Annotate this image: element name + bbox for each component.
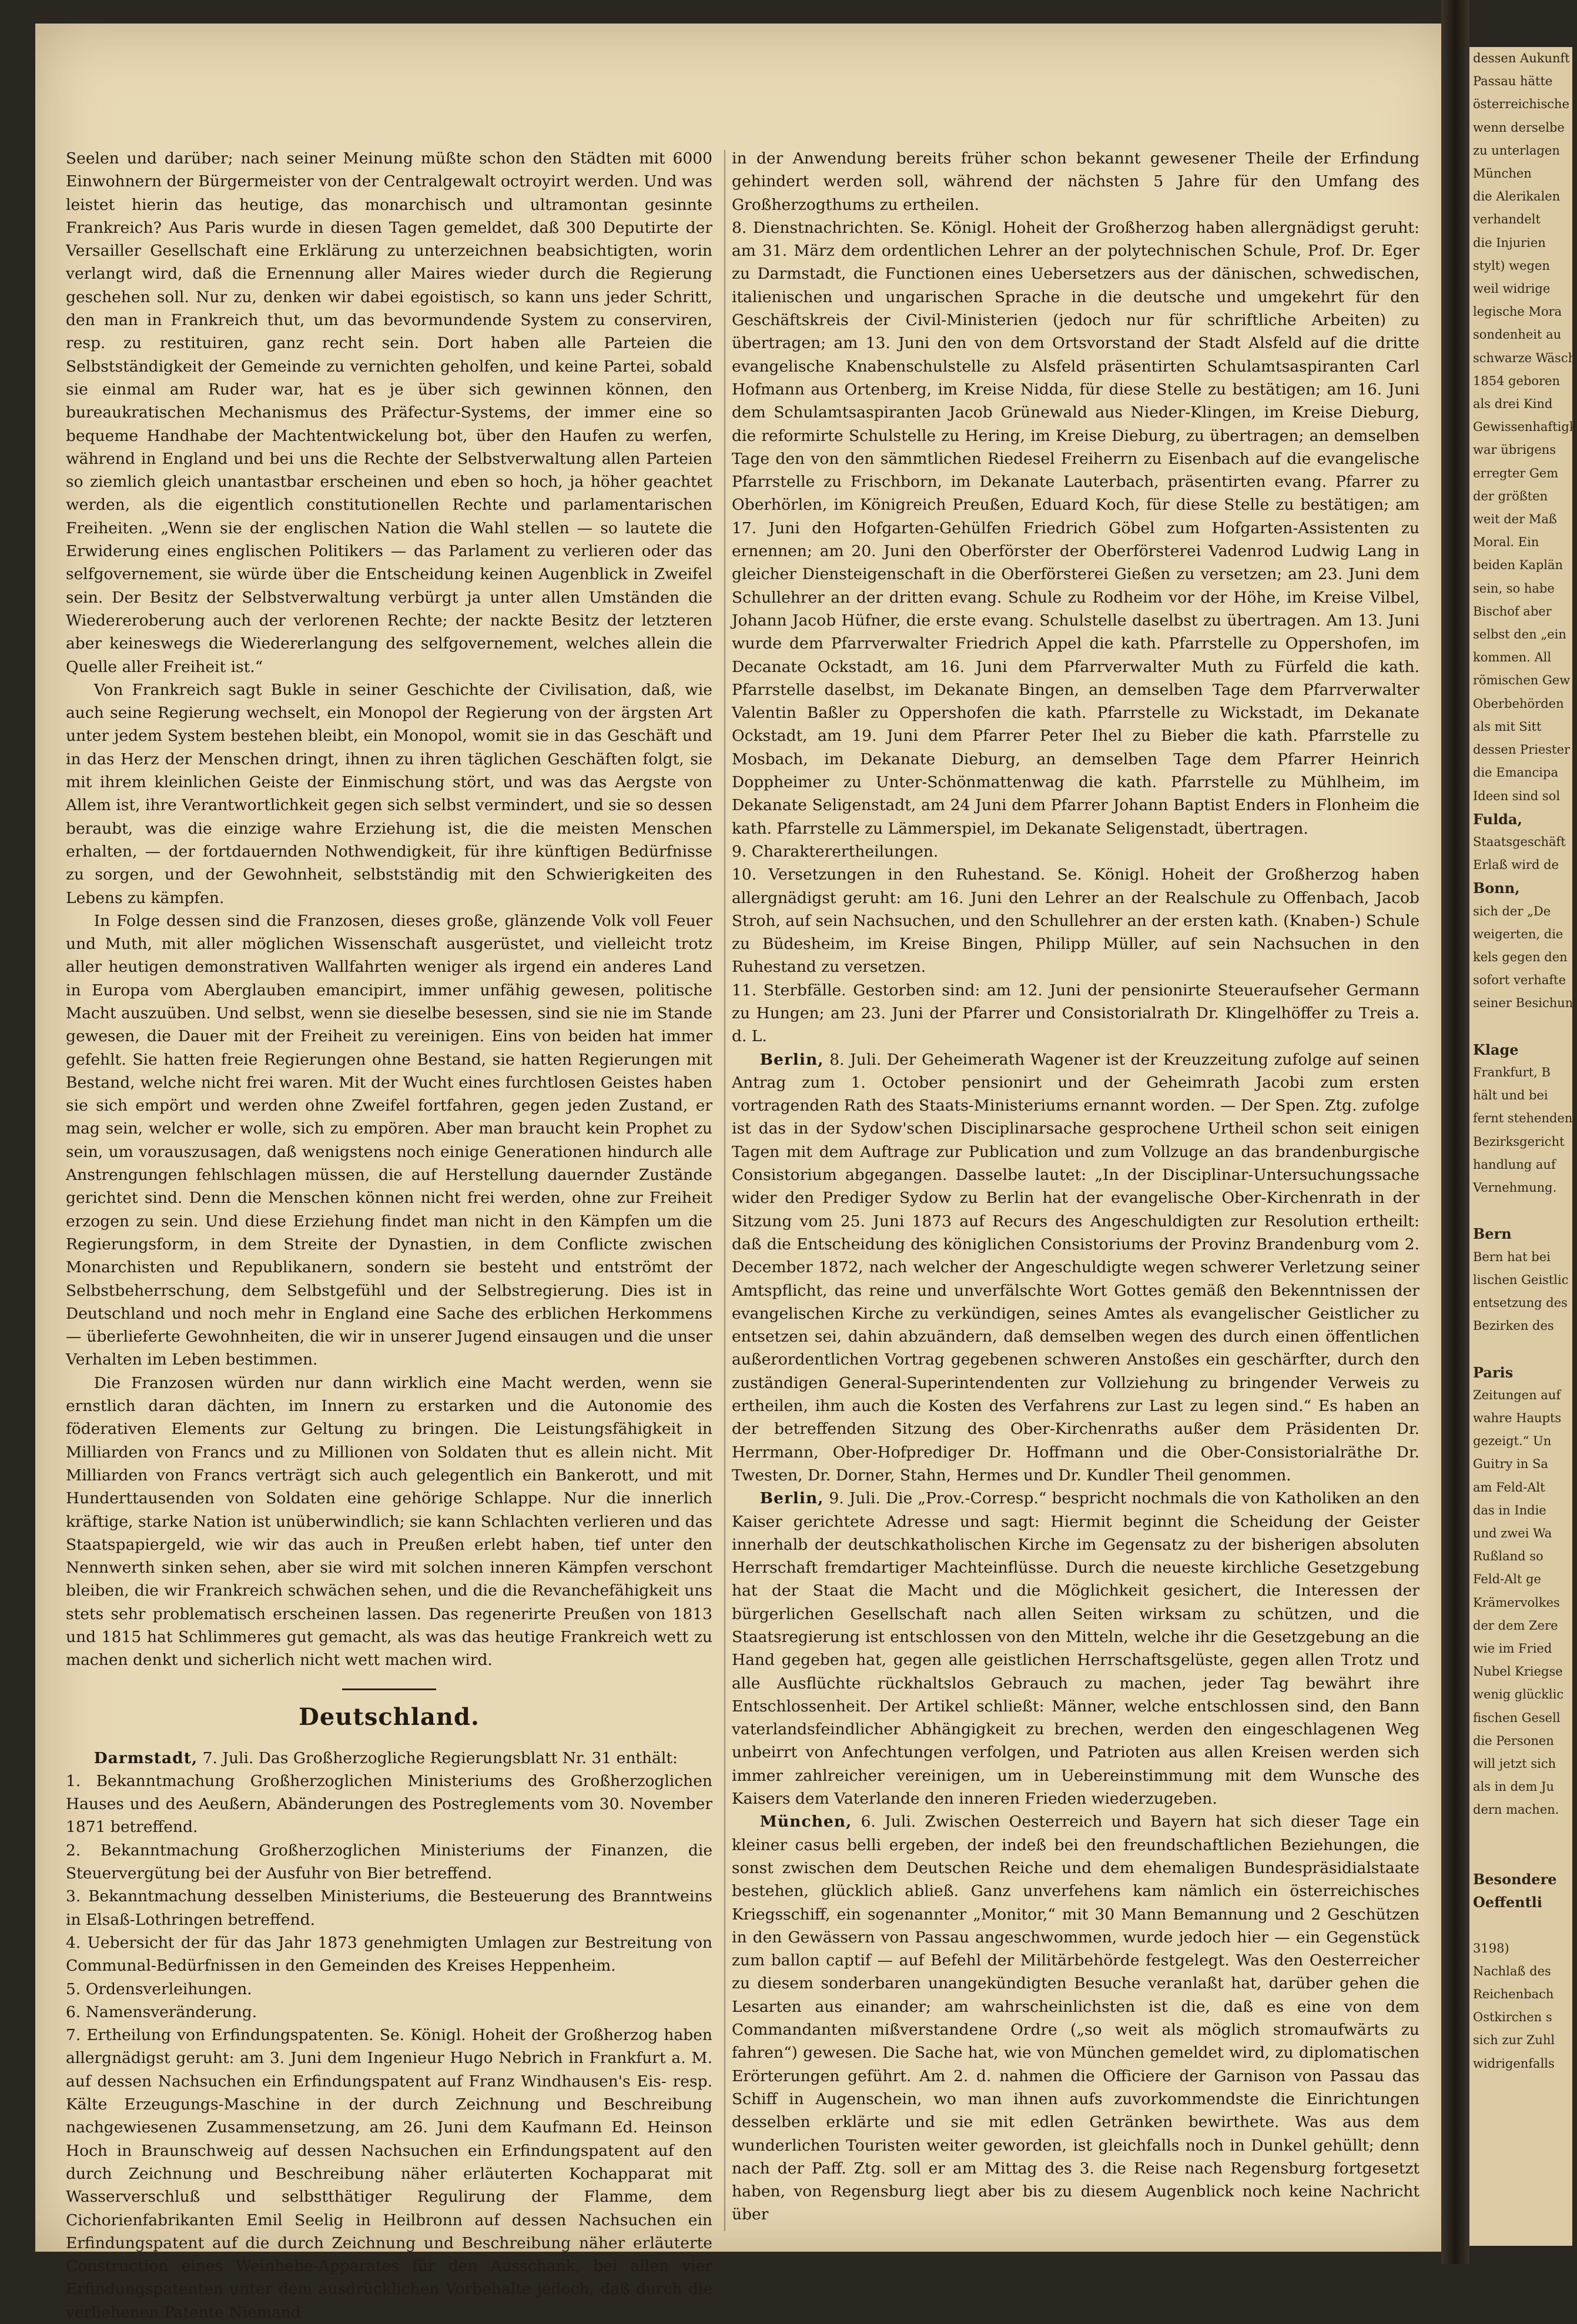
adjacent-page-line: Ideen sind sol (1473, 788, 1561, 803)
adjacent-page-line: gezeigt.“ Un (1473, 1434, 1552, 1449)
adjacent-page-line: legische Mora (1473, 305, 1562, 319)
adjacent-page-line: österreichische (1473, 97, 1570, 112)
adjacent-page-line: kels gegen den (1473, 949, 1568, 964)
adjacent-page-line: Bonn, (1473, 880, 1520, 897)
dateline-paragraph (732, 1487, 1419, 1810)
paragraph: Von Frankreich sagt Bukle in seiner Geschichte der Civilisation, daß, wie auch seine Regierung wechselt, ein Monopol der Regierung von der ärgsten Art unter jedem System bestehen bleibt, ein Monopol, womit sie in das Geschäft und in das Herz der Menschen dringt, ihnen zu ihren täglichen Geschäften folgt, sie mit ihrem kleinlichen Geiste der Einmischung stört, und was das Aergste von Allem ist, ihre Verantwortlichkeit gegen sich selbst vermindert, und sie so dessen beraubt, was die einzige wahre Erziehung ist, die die meisten Menschen erhalten, — der fortdauernden Nothwendigkeit, für ihre künftigen Bedürfnisse zu sorgen, und der Gewohnheit, selbstständig mit den Schwierigkeiten des Lebens zu kämpfen. (66, 680, 712, 907)
list-item: 9. Charakterertheilungen. (732, 842, 939, 861)
paragraph-text: 8. Juli. Der Geheimerath Wagener ist der Kreuzzeitung zufolge auf seinen Antrag zum 1. October pensionirt und der Geheimrath Jacobi zum ersten vortragenden Rath des Staats-Ministeriums ernannt worden. — Der Spen. Ztg. zufolge ist das in der Sydow'schen Disciplinarsache gesprochene Urtheil schon seit einigen Tagen mit dem Auftrage zur Publication und zum Vollzuge an das brandenburgische Consistorium abgegangen. Dasselbe lautet: „In der Disciplinar-Untersuchungssache wider den Prediger Sydow zu Berlin hat der evangelische Ober-Kirchenrath in der Sitzung vom 25. Juni 1873 auf Recurs des Angeschuldigten zur Resolution ertheilt: daß die Entscheidung des königlichen Consistoriums der Provinz Brandenburg vom 2. December 1872, nach welcher der Angeschuldigte wegen schwerer Verletzung seiner Amtspflicht, das reine und unverfälschte Wort Gottes gemäß den Bekenntnissen der evangelischen Kirche zu verkündigen, seines Amtes als evangelischer Geistlicher zu entsetzen sei, dahin abzuändern, daß demselben wegen des durch einen öffentlichen außerordentlichen Vortrag gegebenen schweren Anstoßes ein geschärfter, durch den zuständigen General-Superintendenten zur Vollziehung zu bringender Verweis zu ertheilen, ihm auch die Kosten des Verfahrens zur Last zu legen sind.“ Es haben an der betreffenden Sitzung des Ober-Kirchenraths außer dem Präsidenten Dr. Herrmann, Ober-Hofprediger Dr. Hoffmann und die Ober-Consistorialräthe Dr. Twesten, Dr. Dorner, Stahn, Hermes und Dr. Kundler Theil genommen. (732, 1050, 1419, 1484)
adjacent-page-line: Feld-Alt ge (1473, 1572, 1541, 1587)
adjacent-page-line: Guitry in Sa (1473, 1457, 1548, 1472)
adjacent-page-line: weit der Maß (1473, 512, 1557, 527)
adjacent-page-line: will jetzt sich (1473, 1757, 1556, 1771)
adjacent-page-line: fischen Gesell (1473, 1710, 1561, 1725)
adjacent-page-line: beiden Kaplän (1473, 558, 1563, 573)
adjacent-page-line: die Personen (1473, 1733, 1554, 1748)
adjacent-page-line: schwarze Wäsch (1473, 350, 1576, 365)
list-item: 8. Dienstnachrichten. Se. Königl. Hoheit der Großherzog haben allergnädigst geruht: am 31. März dem ordentlichen Lehrer an der polytechnischen Schule, Prof. Dr. Eger zu Darmstadt, die Functionen eines Uebersetzers aus der dänischen, schwedischen, italienischen und ungarischen Sprache in die deutsche und umgekehrt für den Geschäftskreis der Civil-Ministerien (jedoch nur für schriftliche Arbeiten) zu übertragen; am 13. Juni den von dem Ortsvorstand der Stadt Alsfeld auf die dritte evangelische Knabenschulstelle zu Alsfeld präsentirten Schulamtsaspiranten Carl Hofmann aus Ortenberg, im Kreise Nidda, für diese Stelle zu bestätigen; am 16. Juni dem Schulamtsaspiranten Jacob Grünewald aus Nieder-Klingen, im Kreise Dieburg, die reformirte Schulstelle zu Hering, im Kreise Dieburg, zu übertragen; an demselben Tage den von den sämmtlichen Riedesel Freiherrn zu Eisenbach auf die evangelische Pfarrstelle zu Frischborn, im Dekanate Lauterbach, präsentirten evang. Pfarrer zu Oberhörlen, im Königreich Preußen, Eduard Koch, für diese Stelle zu bestätigen; am 17. Juni den Hofgarten-Gehülfen Friedrich Göbel zum Hofgarten-Assistenten zu ernennen; am 20. Juni den Oberförster der Oberförsterei Vadenrod Ludwig Lang in gleicher Diensteigenschaft in die Oberförsterei Gießen zu versetzen; am 23. Juni dem Schullehrer an der dritten evang. Schule zu Rodheim vor der Höhe, im Kreise Vilbel, Johann Jacob Hüfner, die erste evang. Schulstelle daselbst zu übertragen. Am 13. Juni wurde dem Pfarrverwalter Friedrich Appel die kath. Pfarrstelle zu Oppershofen, im Decanate Ockstadt, am 16. Juni dem Pfarrverwalter Muth zu Fürfeld die kath. Pfarrstelle daselbst, im Dekanate Bingen, an demselben Tage dem Pfarrverwalter Valentin Baßler zu Oppershofen die kath. Pfarrstelle zu Wickstadt, im Dekanate Ockstadt, am 19. Juni dem Pfarrer Peter Ihel zu Bieber die kath. Pfarrstelle zu Mosbach, im Dekanate Dieburg, an demselben Tage dem Pfarrer Heinrich Doppheimer zu Unter-Schönmattenwag die kath. Pfarrstelle zu Mühlheim, im Dekanate Seligenstadt, am 24 Juni dem Pfarrer Johann Baptist Enders in Flonheim die kath. Pfarrstelle zu Lämmerspiel, im Dekanate Seligenstadt, übertragen. (732, 218, 1419, 838)
adjacent-page-line: wahre Haupts (1473, 1410, 1562, 1425)
list-item: 11. Sterbfälle. Gestorben sind: am 12. Juni der pensionirte Steueraufseher Germann zu Hungen; am 23. Juni der Pfarrer und Consistorialrath Dr. Klingelhöffer zu Treis a. d. L. (732, 981, 1419, 1046)
adjacent-page-line: hält und bei (1473, 1088, 1548, 1103)
adjacent-page-line: Paris (1473, 1363, 1514, 1381)
adjacent-page-line: weigerten, die (1473, 927, 1563, 941)
adjacent-page-line: als drei Kind (1473, 397, 1553, 412)
adjacent-page-line: Fulda, (1473, 810, 1522, 828)
paragraph: Die Franzosen würden nur dann wirklich eine Macht werden, wenn sie ernstlich daran dächten, im Innern zu erstarken und die Autonomie des föderativen Elements zur Geltung zu bringen. Die Leistungsfähigkeit in Milliarden von Francs und zu Millionen von Soldaten thut es allein nicht. Mit Milliarden von Francs verträgt sich auch gelegentlich ein Bankerott, und mit Hunderttausenden von Soldaten eine gehörige Schlappe. Nur die innerlich kräftige, starke Nation ist unüberwindlich; sie kann Schlachten verlieren und das Staatspapiergeld, wie wir das auch in Preußen erlebt haben, tief unter den Nennwerth sinken sehen, aber sie wird mit solchen inneren Kämpfen verschont bleiben, die wir Frankreich schwächen sehen, und die die Revanchefähigkeit uns stets sehr problematisch erscheinen lassen. Das regenerirte Preußen von 1813 und 1815 hat Schlimmeres gut gemacht, als was das heutige Frankreich wett zu machen denkt und sicherlich nicht wett machen wird. (66, 1373, 712, 1670)
adjacent-page-line: Frankfurt, B (1473, 1065, 1551, 1079)
list-item: 5. Ordensverleihungen. (66, 1979, 252, 1998)
adjacent-page-line: sein, so habe (1473, 581, 1555, 596)
adjacent-page-line: widrigenfalls (1473, 2056, 1555, 2071)
list-item: 3. Bekanntmachung desselben Ministeriums, die Besteuerung des Branntweins in Elsaß-Lothringen betreffend. (66, 1887, 712, 1929)
dateline: München, (759, 1813, 852, 1831)
paragraph: in der Anwendung bereits früher schon bekannt gewesener Theile der Erfindung gehindert werden soll, während der nächsten 5 Jahre für den Umfang des Großherzogthums zu ertheilen. (732, 149, 1419, 214)
adjacent-page-line: verhandelt (1473, 212, 1541, 227)
adjacent-page-line: fernt stehenden (1473, 1111, 1573, 1126)
adjacent-page-line: und zwei Wa (1473, 1526, 1552, 1540)
adjacent-page-line: Staatsgeschäft (1473, 834, 1566, 849)
paragraph: Seelen und darüber; nach seiner Meinung müßte schon den Städten mit 6000 Einwohnern der Bürgermeister von der Centralgewalt octroyirt werden. Und was leistet hierin das heutige, das monarchisch und ultramontan gesinnte Frankreich? Aus Paris wurde in diesen Tagen gemeldet, daß 300 Deputirte der Versailler Gesellschaft eine Erklärung zu unterzeichnen beabsichtigten, worin verlangt wird, daß die Ernennung aller Maires wieder durch die Regierung geschehen soll. Nur zu, denken wir dabei egoistisch, so kann uns jeder Schritt, den man in Frankreich thut, um das bevormundende System zu conserviren, resp. zu restituiren, ganz recht sein. Dort haben alle Parteien die Selbstständigkeit der Gemeinde zu vernichten geholfen, und keine Partei, sobald sie einmal am Ruder war, hat es je über sich gewinnen können, den bureaukratischen Mechanismus des Präfectur-Systems, der immer eine so bequeme Handhabe der Machtentwickelung bot, über den Haufen zu werfen, während in England und bei uns die Rechte der Selbstverwaltung allen Parteien so ziemlich gleich unantastbar erscheinen und eben so hoch, ja höher geachtet werden, als die eigentlich constitutionellen Rechte und parlamentarischen Freiheiten. „Wenn sie der englischen Nation die Wahl stellen — so lautete die Erwiderung eines englischen Politikers — das Parlament zu verlieren oder das selfgovernement, sie würde über die Entscheidung keinen Augenblick in Zweifel sein. Der Besitz der Selbstverwaltung verbürgt ja unter allen Umständen die Wiedereroberung auch der verlorenen Rechte; der nackte Besitz der letzteren aber keineswegs die Wiedererlangung des selfgovernement, welches allein die Quelle aller Freiheit ist.“ (66, 149, 712, 676)
adjacent-page-line: Bezirken des (1473, 1319, 1554, 1333)
adjacent-page-line: Moral. Ein (1473, 535, 1539, 550)
adjacent-page-line: Bischof aber (1473, 604, 1552, 618)
paragraph-text: 7. Juli. Das Großherzogliche Regierungsblatt Nr. 31 enthält: (202, 1748, 678, 1767)
adjacent-page-line: München (1473, 166, 1532, 181)
adjacent-page-line: sofort verhafte (1473, 973, 1566, 988)
dateline-paragraph (732, 1048, 1419, 1487)
adjacent-page-line: lischen Geistlic (1473, 1272, 1569, 1287)
adjacent-page-line: sondenheit au (1473, 327, 1562, 342)
adjacent-page-line: wenig glücklic (1473, 1687, 1564, 1702)
adjacent-page-line: 1854 geboren (1473, 373, 1561, 388)
paragraph: In Folge dessen sind die Franzosen, dieses große, glänzende Volk voll Feuer und Muth, mit aller möglichen Wissenschaft ausgerüstet, und vielleicht trotz aller heutigen demonstrativen Wallfahrten weniger als irgend ein anderes Land in Europa vom Aberglauben emancipirt, immer unfähig gewesen, politische Macht auszuüben. Und selbst, wenn sie dieselbe besessen, sind sie nie im Stande gewesen, die Dauer mit der Freiheit zu vereinigen. Eins von beiden hat immer gefehlt. Sie hatten freie Regierungen ohne Bestand, sie hatten Regierungen mit Bestand, welche nicht frei waren. Mit der Wucht eines furchtlosen Geistes haben sie sich empört und werden ohne Zweifel fortfahren, gegen jeden Zustand, er mag sein, welcher er wolle, sich zu empören. Aber man braucht kein Prophet zu sein, um vorauszusagen, daß wenigstens noch einige Generationen hindurch alle Anstrengungen fehlschlagen müssen, die auf Herstellung dauernder Zustände gerichtet sind. Denn die Menschen können nicht frei werden, ohne zur Freiheit erzogen zu sein. Und diese Erziehung findet man nicht in den Kämpfen um die Regierungsform, in dem Streite der Dynastien, in dem Conflicte zwischen Monarchisten und Republikanern, sondern sie besteht und entströmt der Selbstbeherrschung, dem Selbstgefühl und der Selbstregierung. Dies ist in Deutschland und noch mehr in England eine Sache des erblichen Herkommens — überlieferte Gewohnheiten, die wir in unserer Jugend einsaugen und die unser Verhalten im Leben bestimmen. (66, 911, 712, 1369)
adjacent-page-line: die Alerikalen (1473, 189, 1561, 204)
adjacent-page-line: weil widrige (1473, 282, 1551, 296)
dateline-paragraph (66, 1747, 712, 1770)
adjacent-page-line: Nubel Kriegse (1473, 1664, 1563, 1679)
adjacent-page-line: sich der „De (1473, 904, 1551, 918)
adjacent-page-line: Reichenbach (1473, 1987, 1554, 2002)
adjacent-page-line: zu unterlagen (1473, 143, 1560, 158)
list-item: 7. Ertheilung von Erfindungspatenten. Se. Königl. Hoheit der Großherzog haben allergnädigst geruht: am 3. Juni dem Ingenieur Hugo Nebrich in Frankfurt a. M. auf dessen Nachsuchen ein Erfindungspatent auf Franz Windhausen's Eis- resp. Kälte Erzeugungs-Maschine in der durch Zeichnung und Beschreibung nachgewiesenen Zusammensetzung, am 26. Juni dem Kaufmann Ed. Heinson Hoch in Braunschweig auf dessen Nachsuchen ein Erfindungspatent auf den durch Zeichnung und Beschreibung näher erläuterten Kochapparat mit Wasserverschluß und selbstthätiger Regulirung der Flamme, dem Cichorienfabrikanten Emil Seelig in Heilbronn auf dessen Nachsuchen ein Erfindungspatent auf die durch Zeichnung und Beschreibung näher erläuterte Construction eines Weinhebe-Apparates für den Ausschank, bei allen vier Erfindungspatenten unter dem ausdrücklichen Vorbehalte jedoch, daß durch die verliehenen Patente Niemand (66, 2026, 712, 2322)
dateline: Berlin, (759, 1050, 824, 1069)
paragraph-text: 9. Juli. Die „Prov.-Corresp.“ bespricht nochmals die von Katholiken an den Kaiser gerichtete Adresse und sagt: Hiermit beginnt die Scheidung der Geister innerhalb der deutschkatholischen Kirche im Gegensatz zu der bisherigen absoluten Herrschaft fremdartiger Machteinflüsse. Durch die neueste kirchliche Gesetzgebung hat der Staat die Macht und die Möglichkeit gesichert, die Interessen der bürgerlichen Gesellschaft nach allen Seiten wirksam zu schützen, und die Staatsregierung ist entschlossen von den Mitteln, welche ihr die Gesetzgebung an die Hand gegeben hat, gegen alle geistlichen Herrschaftsgelüste, gegen allen Trotz und alle Ausflüchte rückhaltslos Gebrauch zu machen, jeder Tag bewährt ihre Entschlossenheit. Der Artikel schließt: Männer, welche entschlossen sind, den Bann vaterlandsfeindlicher Abhängigkeit zu brechen, werden den eingeschlagenen Weg unbeirrt von Anfechtungen verfolgen, und Patrioten aus allen Kreisen werden sich immer zahlreicher vereinigen, um in Uebereinstimmung mit dem Wunsche des Kaisers dem Vaterlande den inneren Frieden wiederzugeben. (732, 1489, 1419, 1808)
adjacent-page-line: Bern hat bei (1473, 1249, 1551, 1264)
list-item: 10. Versetzungen in den Ruhestand. Se. Königl. Hoheit der Großherzog haben allergnädigst geruht: am 16. Juni den Lehrer an der Realschule zu Offenbach, Jacob Stroh, auf sein Nachsuchen, und den Schullehrer an der ersten kath. (Knaben-) Schule zu Büdesheim, im Kreise Bingen, Philipp Müller, auf sein Nachsuchen in den Ruhestand zu versetzen. (732, 865, 1419, 977)
adjacent-page-text (1469, 47, 1577, 2075)
adjacent-page-line: als mit Sitt (1473, 719, 1542, 734)
dateline: Darmstadt, (93, 1748, 198, 1767)
adjacent-page-line: am Feld-Alt (1473, 1480, 1545, 1494)
adjacent-page-line: Klage (1473, 1041, 1519, 1058)
column-rule (724, 150, 725, 2231)
paragraph-text: 6. Juli. Zwischen Oesterreich und Bayern hat sich dieser Tage ein kleiner casus belli ergeben, der indeß bei den freundschaftlichen Beziehungen, die sonst zwischen dem Deutschen Reiche und dem ehemaligen Bundespräsidialstaate bestehen, glücklich abließ. Ganz unverfehens kam nämlich ein österreichisches Kriegsschiff, ein sogenannter „Monitor,“ mit 30 Mann Bemannung und 2 Geschützen in den Gewässern von Passau angeschwommen, wurde jedoch hier — ein Gegenstück zum ballon captif — auf Befehl der Militärbehörde festgelegt. Was den Oesterreicher zu diesem sonderbaren unangekündigten Besuche veranlaßt hat, darüber gehen die Lesarten aus einander; am wahrscheinlichsten ist die, daß es eine von dem Commandanten mißverstandene Ordre („so weit als möglich stromaufwärts zu fahren“) gewesen. Die Sache hat, wie von München gemeldet wird, zu diplomatischen Erörterungen geführt. Am 2. d. nahmen die Officiere der Garnison von Passau das Schiff in Augenschein, wo man ihnen aufs zuvorkommendste die Einrichtungen desselben erklärte und sie mit edlen Getränken bewirthete. Was aus dem wunderlichen Touristen weiter geworden, ist gleichfalls noch in Dunkel gehüllt; denn nach der Paff. Ztg. soll er am Mittag des 3. die Reise nach Regensburg fortgesetzt haben, von Regensburg liegt aber bis zu diesem Augenblick noch keine Nachricht über (732, 1813, 1419, 2224)
adjacent-page-line: stylt) wegen (1473, 258, 1550, 273)
adjacent-page-line: Nachlaß des (1473, 1964, 1551, 1978)
adjacent-page-line: Oberbehörden (1473, 696, 1564, 711)
right-column (732, 147, 1419, 2226)
list-item: 1. Bekanntmachung Großherzoglichen Ministeriums des Großherzoglichen Hauses und des Aeußern, Abänderungen des Postreglements vom 30. November 1871 betreffend. (66, 1771, 712, 1837)
dateline-paragraph (732, 1810, 1419, 2226)
adjacent-page-line (1469, 1015, 1572, 1038)
adjacent-page-line: seiner Besichun (1473, 996, 1573, 1011)
adjacent-page-line: handlung auf (1473, 1157, 1556, 1172)
adjacent-page-line: Ostkirchen s (1473, 2010, 1552, 2025)
adjacent-page-line (1469, 1822, 1572, 1845)
adjacent-page-line: Bern (1473, 1225, 1512, 1243)
list-item: 2. Bekanntmachung Großherzoglichen Ministeriums der Finanzen, die Steuervergütung bei der Ausfuhr von Bier betreffend. (66, 1841, 712, 1883)
adjacent-page-line: Erlaß wird de (1473, 858, 1559, 872)
adjacent-page-fragment (1469, 47, 1577, 2246)
adjacent-page-line: Bezirksgericht (1473, 1134, 1565, 1149)
adjacent-page-line (1469, 1914, 1572, 1937)
adjacent-page-line: Krämervolkes (1473, 1595, 1560, 1610)
adjacent-page-line: entsetzung des (1473, 1295, 1568, 1310)
adjacent-page-line: als in dem Ju (1473, 1780, 1555, 1794)
dateline: Berlin, (759, 1489, 824, 1508)
adjacent-page-line: war übrigens (1473, 443, 1556, 457)
adjacent-page-line: dessen Priester (1473, 743, 1571, 757)
adjacent-page-line: Passau hätte (1473, 74, 1553, 89)
adjacent-page-line: selbst den „ein (1473, 627, 1566, 642)
adjacent-page-line: wie im Fried (1473, 1641, 1552, 1656)
adjacent-page-line: Oeffentli (1473, 1894, 1542, 1911)
section-divider (342, 1688, 436, 1690)
adjacent-page-line: Rußland so (1473, 1549, 1543, 1564)
adjacent-page-line: sich zur Zuhl (1473, 2033, 1555, 2048)
adjacent-page-line: dessen Aukunft (1473, 51, 1570, 65)
adjacent-page-line (1469, 1199, 1572, 1222)
adjacent-page-line: die Emancipa (1473, 765, 1558, 780)
book-gutter (1441, 0, 1469, 2264)
adjacent-page-line: erregter Gem (1473, 466, 1559, 480)
adjacent-page-line: dern machen. (1473, 1803, 1559, 1817)
list-item: 6. Namensveränderung. (66, 2002, 257, 2021)
adjacent-page-line: Vernehmung. (1473, 1180, 1557, 1195)
left-column (66, 147, 712, 2324)
adjacent-page-line (1469, 1337, 1572, 1360)
section-title: Deutschland. (299, 1703, 480, 1731)
adjacent-page-line: 3198) (1473, 1941, 1509, 1955)
adjacent-page-line: die Injurien (1473, 235, 1546, 250)
newspaper-page (35, 24, 1458, 2322)
adjacent-page-line: kommen. All (1473, 650, 1552, 665)
list-item: 4. Uebersicht der für das Jahr 1873 genehmigten Umlagen zur Bestreitung von Communal-Bedürfnissen in den Gemeinden des Kreises Heppenheim. (66, 1933, 712, 1975)
adjacent-page-line (1469, 1845, 1572, 1868)
adjacent-page-line: wenn derselbe (1473, 120, 1565, 135)
adjacent-page-line: römischen Gew (1473, 673, 1571, 688)
adjacent-page-line: Besondere (1473, 1871, 1557, 1888)
adjacent-page-line: das in Indie (1473, 1503, 1546, 1517)
adjacent-page-line: Zeitungen auf (1473, 1387, 1561, 1402)
adjacent-page-line: der größten (1473, 489, 1548, 503)
adjacent-page-line: der dem Zere (1473, 1618, 1558, 1633)
adjacent-page-line: Gewissenhaftigk (1473, 420, 1577, 434)
